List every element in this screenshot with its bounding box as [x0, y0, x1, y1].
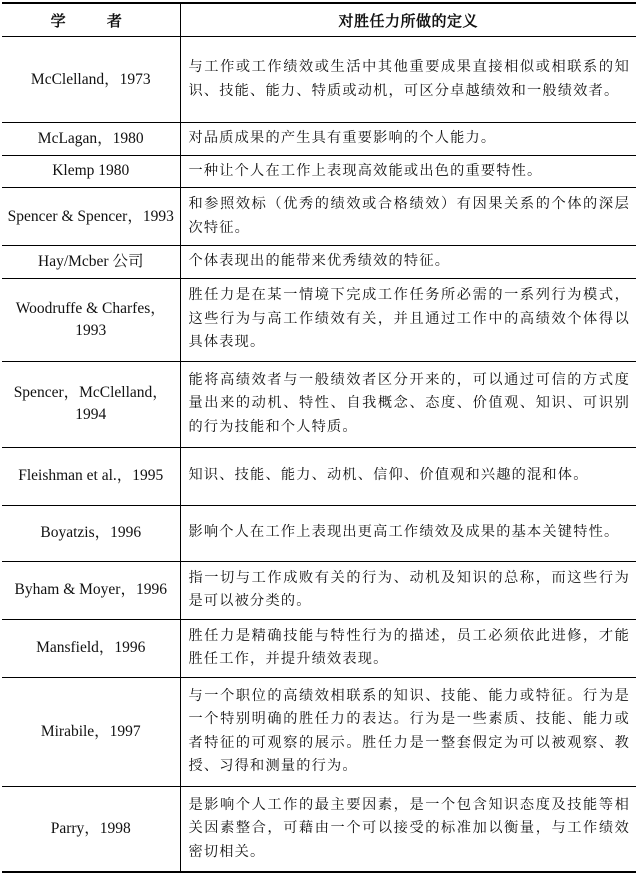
scholar-cell: Spencer & Spencer，1993 [2, 188, 180, 246]
header-scholar: 学 者 [2, 3, 180, 37]
scholar-cell: Spencer，McClelland，1994 [2, 361, 180, 447]
definition-cell: 指一切与工作成败有关的行为、动机及知识的总称，而这些行为是可以被分类的。 [180, 561, 636, 619]
scholar-cell: McClelland，1973 [2, 37, 180, 123]
table-row [2, 37, 636, 123]
scholar-cell: Byham & Moyer，1996 [2, 561, 180, 619]
definition-cell: 胜任力是精确技能与特性行为的描述，员工必须依此进修，才能胜任工作，并提升绩效表现。 [180, 619, 636, 677]
table-row [2, 246, 636, 279]
table-row [2, 677, 636, 786]
table-row [2, 155, 636, 188]
table-row [2, 619, 636, 677]
scholar-cell: McLagan，1980 [2, 123, 180, 156]
definition-cell: 能将高绩效者与一般绩效者区分开来的，可以通过可信的方式度量出来的动机、特性、自我概念、态度、价值观、知识、可识别的行为技能和个人特质。 [180, 361, 636, 447]
table-row [2, 278, 636, 361]
table-row [2, 447, 636, 505]
table-row [2, 123, 636, 156]
scholar-cell: Mirabile，1997 [2, 677, 180, 786]
definition-cell: 一种让个人在工作上表现高效能或出色的重要特性。 [180, 155, 636, 188]
definition-cell: 对品质成果的产生具有重要影响的个人能力。 [180, 123, 636, 156]
table-row [2, 505, 636, 561]
definition-cell: 是影响个人工作的最主要因素，是一个包含知识态度及技能等相关因素整合，可藉由一个可以接受的标准加以衡量，与工作绩效密切相关。 [180, 786, 636, 872]
scholar-cell: Klemp 1980 [2, 155, 180, 188]
competency-definitions-table-container [0, 2, 638, 873]
definition-cell: 与一个职位的高绩效相联系的知识、技能、能力或特征。行为是一个特别明确的胜任力的表达。行为是一些素质、技能、能力或者特征的可观察的展示。胜任力是一整套假定为可以被观察、教授、习得和测量的行为。 [180, 677, 636, 786]
scholar-cell: Hay/Mcber 公司 [2, 246, 180, 279]
definition-cell: 胜任力是在某一情境下完成工作任务所必需的一系列行为模式，这些行为与高工作绩效有关，并且通过工作中的高绩效个体得以具体表现。 [180, 278, 636, 361]
scholar-cell: Parry，1998 [2, 786, 180, 872]
definition-cell: 知识、技能、能力、动机、信仰、价值观和兴趣的混和体。 [180, 447, 636, 505]
scholar-cell: Woodruffe & Charfes，1993 [2, 278, 180, 361]
scholar-cell: Mansfield，1996 [2, 619, 180, 677]
competency-definitions-table [2, 2, 636, 873]
definition-cell: 和参照效标（优秀的绩效或合格绩效）有因果关系的个体的深层次特征。 [180, 188, 636, 246]
definition-cell: 影响个人在工作上表现出更高工作绩效及成果的基本关键特性。 [180, 505, 636, 561]
table-header-row [2, 3, 636, 37]
table-row [2, 561, 636, 619]
definition-cell: 个体表现出的能带来优秀绩效的特征。 [180, 246, 636, 279]
table-row [2, 361, 636, 447]
table-row [2, 188, 636, 246]
header-definition: 对胜任力所做的定义 [180, 3, 636, 37]
scholar-cell: Fleishman et al.，1995 [2, 447, 180, 505]
scholar-cell: Boyatzis，1996 [2, 505, 180, 561]
table-row [2, 786, 636, 872]
definition-cell: 与工作或工作绩效或生活中其他重要成果直接相似或相联系的知识、技能、能力、特质或动机，可区分卓越绩效和一般绩效者。 [180, 37, 636, 123]
